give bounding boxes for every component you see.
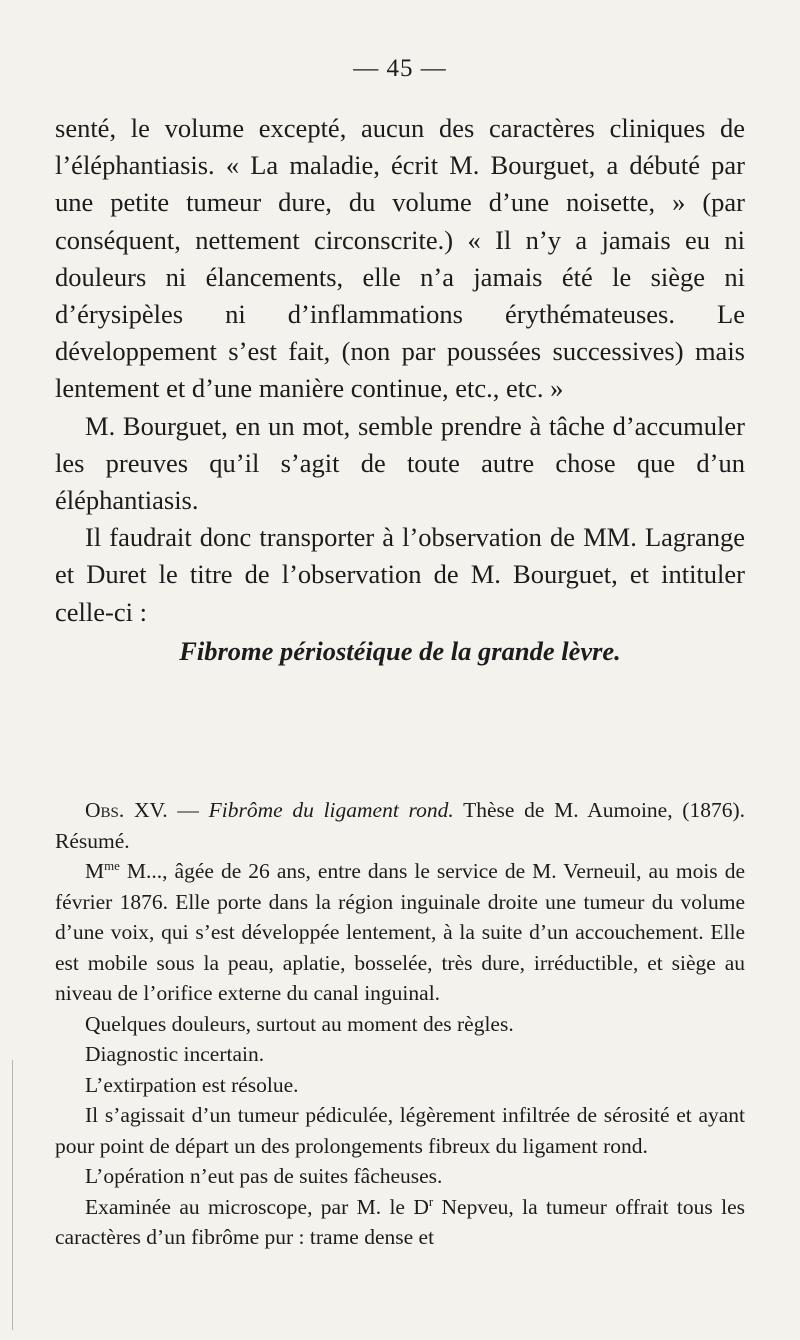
observation-text-7a: Examinée au microscope, par M. le D (85, 1194, 429, 1219)
patient-sup: me (104, 858, 120, 873)
observation-text-7b: Nepveu, la tumeur offrait tous les caractères d’un fibrôme pur : trame dense et (55, 1194, 745, 1249)
observation-paragraph-6: L’opération n’eut pas de suites fâcheuses. (85, 1164, 443, 1188)
observation-paragraph-4: L’extirpation est résolue. (85, 1072, 299, 1097)
observation-paragraph-3: Diagnostic incertain. (85, 1042, 265, 1066)
paragraph-2: M. Bourguet, en un mot, semble prendre à tâche d’accumuler les preuves qu’il s’agit de toute autre chose que d’un éléphantiasis. (55, 410, 745, 516)
main-text (55, 110, 745, 670)
page-number: — 45 — (353, 55, 447, 82)
doctor-sup: r (428, 1194, 434, 1209)
observation-block (55, 795, 745, 1253)
observation-dash: — (167, 798, 209, 822)
observation-label: Obs. XV. (85, 798, 168, 822)
observation-heading (55, 795, 745, 856)
observation-title: Fibrôme du ligament rond. (208, 798, 454, 822)
section-title: Fibrome périostéique de la grande lèvre. (179, 635, 621, 666)
observation-paragraph-5: Il s’agissait d’un tumeur pédiculée, légèrement infiltrée de sérosité et ayant pour point de départ un des prolongements fibreux du ligament rond. (55, 1103, 745, 1158)
paragraph-1: senté, le volume excepté, aucun des caractères cliniques de l’éléphantiasis. « La maladie, écrit M. Bourguet, a débuté par une petite tumeur dure, du volume d’une noisette, » (par conséquent, nettement circonscrite.) « Il n’y a jamais eu ni douleurs ni élancements, elle n’a jamais été le siège ni d’érysipèles ni d’inflammations érythémateuses. Le développement s’est fait, (non par poussées successives) mais lentement et d’une manière continue, etc., etc. » (55, 113, 745, 404)
observation-text-1: M..., âgée de 26 ans, entre dans le service de M. Verneuil, au mois de février 1876. Elle porte dans la région inguinale droite une tumeur du volume d’une voix, qui s’est développée lentement, à la suite d’un accouchement. Elle est mobile sous la peau, aplatie, bosselée, très dure, irréductible, et siège au niveau de l’orifice externe du canal inguinal. (55, 859, 745, 1005)
observation-paragraph-7 (55, 1192, 745, 1253)
observation-paragraph-2: Quelques douleurs, surtout au moment des règles. (85, 1011, 514, 1036)
observation-paragraph-1 (55, 856, 745, 1009)
patient-prefix: M (85, 859, 105, 883)
paragraph-3: Il faudrait donc transporter à l’observation de MM. Lagrange et Duret le titre de l’observation de M. Bourguet, et intituler celle-ci : (55, 522, 745, 627)
page-edge-line (12, 1060, 13, 1330)
observation-source: Thèse de M. Aumoine, (1876). Résumé. (55, 798, 746, 853)
